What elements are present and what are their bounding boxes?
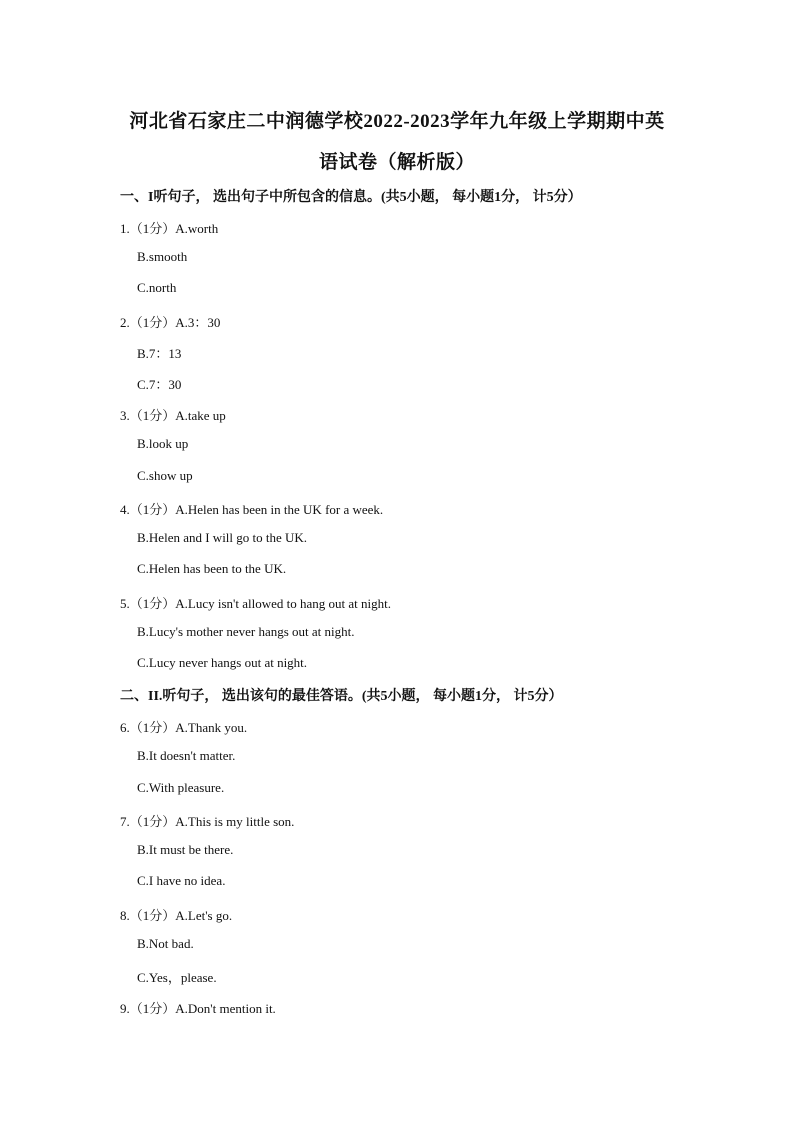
question-7-option-b: B.It must be there. bbox=[137, 842, 234, 857]
question-6-option-c: C.With pleasure. bbox=[137, 780, 225, 795]
question-5-option-b: B.Lucy's mother never hangs out at night. bbox=[137, 624, 355, 639]
question-8-option-b: B.Not bad. bbox=[137, 936, 194, 951]
question-3-option-b: B.look up bbox=[137, 436, 189, 451]
question-1-stem: 1.（1分）A.worth bbox=[120, 221, 219, 236]
question-4-option-c: C.Helen has been to the UK. bbox=[137, 561, 287, 576]
question-6-stem: 6.（1分）A.Thank you. bbox=[120, 720, 248, 735]
question-1-option-b: B.smooth bbox=[137, 249, 188, 264]
question-3-stem: 3.（1分）A.take up bbox=[120, 408, 226, 423]
question-2-option-b: B.7：13 bbox=[137, 346, 182, 361]
question-4-stem: 4.（1分）A.Helen has been in the UK for a week. bbox=[120, 502, 384, 517]
question-8-option-c: C.Yes，please. bbox=[137, 970, 217, 985]
question-9-stem: 9.（1分）A.Don't mention it. bbox=[120, 1001, 276, 1016]
page-title-line-1: 河北省石家庄二中润德学校2022-2023学年九年级上学期期中英 bbox=[129, 111, 665, 132]
question-3-option-c: C.show up bbox=[137, 468, 193, 483]
page-title-line-2: 语试卷（解析版） bbox=[318, 152, 475, 173]
question-2-option-c: C.7：30 bbox=[137, 377, 182, 392]
question-1-option-c: C.north bbox=[137, 280, 177, 295]
question-5-option-c: C.Lucy never hangs out at night. bbox=[137, 655, 308, 670]
question-7-stem: 7.（1分）A.This is my little son. bbox=[120, 814, 295, 829]
question-4-option-b: B.Helen and I will go to the UK. bbox=[137, 530, 308, 545]
question-2-stem: 2.（1分）A.3：30 bbox=[120, 315, 221, 330]
question-5-stem: 5.（1分）A.Lucy isn't allowed to hang out at night. bbox=[120, 596, 391, 611]
question-6-option-b: B.It doesn't matter. bbox=[137, 748, 236, 763]
question-8-stem: 8.（1分）A.Let's go. bbox=[120, 908, 233, 923]
question-7-option-c: C.I have no idea. bbox=[137, 873, 226, 888]
section-heading-2: 二、II.听句子， 选出该句的最佳答语。(共5小题， 每小题1分， 计5分） bbox=[120, 689, 563, 704]
section-heading-1: 一、I听句子， 选出句子中所包含的信息。(共5小题， 每小题1分， 计5分） bbox=[120, 190, 582, 205]
